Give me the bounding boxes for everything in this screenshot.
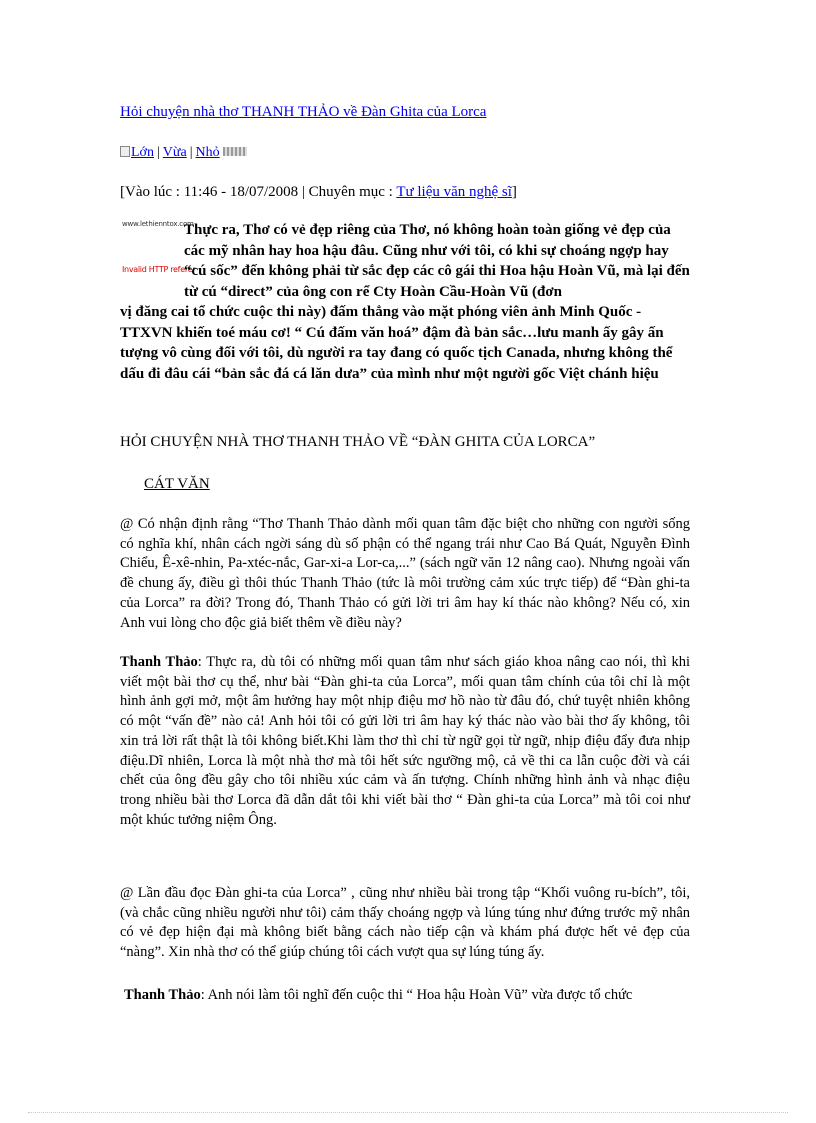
answer-2: [120, 986, 690, 1006]
separator: |: [156, 145, 160, 160]
separator: |: [189, 145, 193, 160]
answer-text: : Anh nói làm tôi nghĩ đến cuộc thi “ Hoa hậu Hoàn Vũ” vừa được tổ chức: [200, 987, 633, 1003]
lead-paragraph: [120, 220, 693, 384]
lead-text-full: vị đăng cai tổ chức cuộc thi này) đấm thẳng vào mặt phóng viên ảnh Minh Quốc - TTXVN khiến toé máu cơ! “ Cú đấm văn hoá” đậm đà bản sắc…lưu manh ấy gây ấn tượng vô cùng đối với tôi, dù người ra tay đang có quốc tịch Canada, nhưng không thể dấu đi đâu cái “bản sắc đá cá lăn dưa” của mình như một người gốc Việt chánh hiệu: [120, 304, 673, 382]
speaker-name: Thanh Thảo: [124, 987, 201, 1003]
article-meta: [120, 184, 517, 201]
category-link[interactable]: Tư liệu văn nghệ sĩ: [396, 184, 512, 200]
author-name: CÁT VĂN: [144, 476, 210, 492]
text-size-controls: [120, 145, 247, 161]
text-size-small-link[interactable]: Nhỏ: [195, 145, 220, 160]
answer-1: [120, 653, 690, 830]
text-size-large-link[interactable]: Lớn: [131, 145, 154, 160]
text-size-medium-link[interactable]: Vừa: [162, 145, 187, 160]
site-logo-image: www.lethienntox.com: [122, 220, 194, 228]
print-email-icons[interactable]: [223, 147, 247, 156]
meta-suffix: ]: [511, 184, 517, 200]
meta-prefix: [Vào lúc : 11:46 - 18/07/2008 | Chuyên mục :: [120, 184, 397, 200]
page-bottom-rule: [28, 1112, 788, 1113]
lead-text-indented: Thực ra, Thơ có vẻ đẹp riêng của Thơ, nó không hoàn toàn giống vẻ đẹp của các mỹ nhân hay hoa hậu đâu. Cũng như với tôi, có khi sự choáng ngợp hay “cú sốc” đến không phải từ sắc đẹp các cô gái thi Hoa hậu Hoàn Vũ, mà lại đến từ cú “direct” của ông con rể Cty Hoàn Cầu-Hoàn Vũ (đơn: [184, 222, 690, 300]
answer-text: : Thực ra, dù tôi có những mối quan tâm như sách giáo khoa nâng cao nói, thì khi viết một bài thơ cụ thể, như bài “Đàn ghi-ta của Lorca”, mối quan tâm chính của tôi chỉ là một hình ảnh gợi mở, một âm hưởng hay một nhịp điệu mơ hồ nào từ đâu đó, chứ tuyệt nhiên không có một “vấn đề” nào cả! Anh hỏi tôi có gửi lời tri âm hay ký thác nào vào bài thơ ấy không, tôi xin trả lời rất thật là tôi không biết.Khi làm thơ thì chỉ từ ngữ gọi từ ngữ, nhịp điệu đẩy đưa nhịp điệu.Dĩ nhiên, Lorca là một nhà thơ mà tôi hết sức ngưỡng mộ, cả về thi ca lẫn cuộc đời và cái chết của ông đều gây cho tôi nhiều xúc cảm và ấn tượng. Chính những hình ảnh và nhạc điệu trong nhiều bài thơ Lorca đã dẫn dắt tôi khi viết bài thơ “ Đàn ghi-ta của Lorca” mà tôi coi như một khúc tưởng niệm Ông.: [120, 654, 690, 828]
broken-image-placeholder: Invalid HTTP referer: [122, 265, 196, 274]
question-1: @ Có nhận định rằng “Thơ Thanh Thảo dành mối quan tâm đặc biệt cho những con người sống có nghĩa khí, nhân cách ngời sáng dù số phận có thể ngang trái như Cao Bá Quát, Nguyễn Đình Chiểu, Ê-xê-nhin, Pa-xtéc-nắc, Gar-xi-a Lor-ca,...” (sách ngữ văn 12 nâng cao). Nhưng ngoài vấn đề chung ấy, điều gì thôi thúc Thanh Thảo (tức là môi trường cảm xúc trực tiếp) để “Đàn ghi-ta của Lorca” ra đời? Trong đó, Thanh Thảo có gửi lời tri âm hay kí thác nào không? Nếu có, xin Anh vui lòng cho độc giả biết thêm về điều này?: [120, 516, 690, 631]
article-title-link[interactable]: Hỏi chuyện nhà thơ THANH THẢO về Đàn Ghita của Lorca: [120, 104, 487, 120]
speaker-name: Thanh Thảo: [120, 654, 198, 670]
text-size-icon: [120, 146, 130, 157]
interview-heading: HỎI CHUYỆN NHÀ THƠ THANH THẢO VỀ “ĐÀN GHITA CỦA LORCA”: [120, 434, 596, 450]
question-2: @ Lần đầu đọc Đàn ghi-ta của Lorca” , cũng như nhiều bài trong tập “Khối vuông ru-bích”, tôi, (và chắc cũng nhiều người như tôi) cảm thấy choáng ngợp và lúng túng như đứng trước mỹ nhân có vẻ đẹp hiện đại mà không biết bằng cách nào tiếp cận và khám phá được hết vẻ đẹp của “nàng”. Xin nhà thơ có thể giúp chúng tôi cách vượt qua sự lúng túng ấy.: [120, 885, 690, 961]
